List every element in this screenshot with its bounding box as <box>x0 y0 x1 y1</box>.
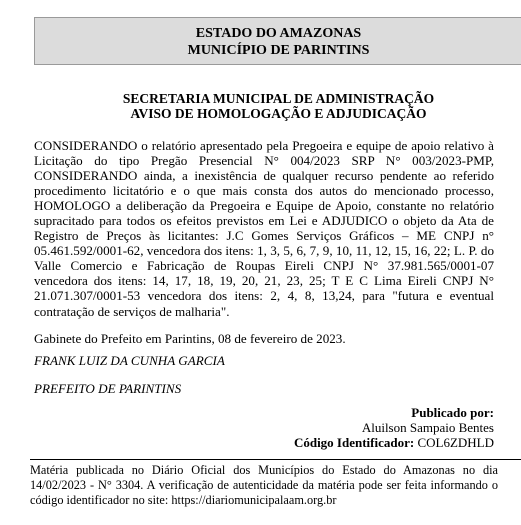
signer-role: PREFEITO DE PARINTINS <box>34 381 182 396</box>
footer-divider <box>30 459 521 460</box>
identifier-label: Código Identificador: <box>293 435 415 450</box>
document-title <box>34 91 521 121</box>
notice-body: CONSIDERANDO o relatório apresentado pela Pregoeira e equipe de apoio relativo à Licitação do tipo Pregão Presencial N° 004/2023 SRP N° 003/2023-PMP, CONSIDERANDO ainda, a inexistência de qualquer recurso pendente ao referido procedimento licitatório e o que mais consta dos autos do mencionado processo, HOMOLOGO a deliberação da Pregoeira e Equipe de Apoio, constante no relatório supracitado para todos os efeitos previstos em Lei e ADJUDICO o objeto da Ata de Registro de Preços às licitantes: J.C Gomes Serviços Gráficos – ME CNPJ n° 05.461.592/0001-62, vencedora dos itens: 1, 3, 5, 6, 7, 9, 10, 11, 12, 15, 16, 22; L. P. do Valle Comercio e Fabricação de Roupas Eireli CNPJ N° 37.981.565/0001-07 vencedora dos itens: 14, 17, 18, 19, 20, 21, 23, 25; T E C Lima Eireli CNPJ N° 21.071.307/0001-53 vencedora dos itens: 2, 4, 8, 13,24, para "futura e eventual contratação de serviços de malharia". <box>34 138 494 319</box>
signature-place-date: Gabinete do Prefeito em Parintins, 08 de fevereiro de 2023. <box>34 331 346 346</box>
publication-info <box>200 405 494 450</box>
header-municipality: MUNICÍPIO DE PARINTINS <box>187 43 370 58</box>
header-state: ESTADO DO AMAZONAS <box>195 26 362 41</box>
header-banner <box>34 17 521 65</box>
published-by-label: Publicado por: <box>411 405 494 420</box>
signer-name: FRANK LUIZ DA CUNHA GARCIA <box>34 353 225 368</box>
identifier-code: COL6ZDHLD <box>417 435 494 450</box>
publisher-name: Aluilson Sampaio Bentes <box>361 420 494 435</box>
notice-title: AVISO DE HOMOLOGAÇÃO E ADJUDICAÇÃO <box>130 106 427 121</box>
identifier-line <box>200 435 494 450</box>
department-title: SECRETARIA MUNICIPAL DE ADMINISTRAÇÃO <box>122 91 435 106</box>
footer-note: Matéria publicada no Diário Oficial dos Municípios do Estado do Amazonas no dia 14/02/2023 - N° 3304. A verificação de autenticidade da matéria pode ser feita informando o código identificador no site: https://diariomunicipalaam.org.br <box>30 463 498 507</box>
